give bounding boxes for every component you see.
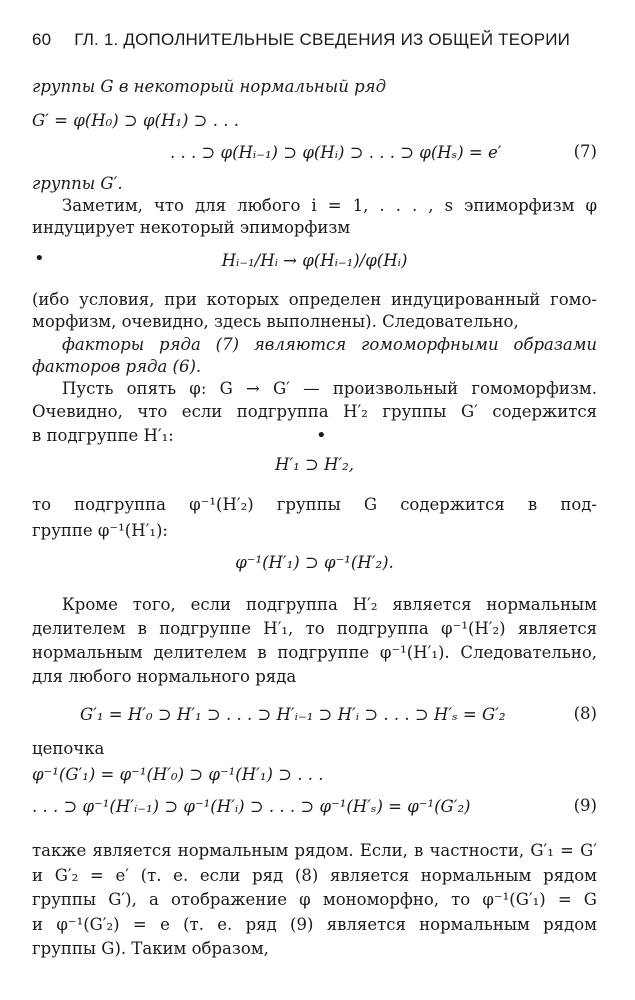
text-line: Пусть опять φ: G → G′ — произвольный гомоморфизм. <box>62 379 597 398</box>
formula-7-line-1: G′ = φ(H₀) ⊃ φ(H₁) ⊃ . . . <box>32 111 239 130</box>
formula-7-line-2: . . . ⊃ φ(Hᵢ₋₁) ⊃ φ(Hᵢ) ⊃ . . . ⊃ φ(Hₛ) = e′ <box>170 143 502 162</box>
text-line: в подгруппе H′₁: <box>32 426 174 445</box>
equation-number-8: (8) <box>573 704 597 723</box>
running-header <box>32 30 612 50</box>
formula-inclusion: H′₁ ⊃ H′₂, <box>274 455 355 474</box>
text-line: делителем в подгруппе H′₁, то подгруппа φ⁻¹(H′₂) является <box>32 619 597 638</box>
text-line: группы G′), а отображение φ мономорфно, то φ⁻¹(G′₁) = G <box>32 890 597 909</box>
formula-8: G′₁ = H′₀ ⊃ H′₁ ⊃ . . . ⊃ H′ᵢ₋₁ ⊃ H′ᵢ ⊃ . . . ⊃ H′ₛ = G′₂ <box>80 705 506 724</box>
text-line: группы G в некоторый нормальный ряд <box>32 77 387 96</box>
running-title: ГЛ. 1. ДОПОЛНИТЕЛЬНЫЕ СВЕДЕНИЯ ИЗ ОБЩЕЙ ТЕОРИИ <box>74 30 571 49</box>
italic-statement: факторов ряда (6). <box>32 357 202 376</box>
text-line: нормальным делителем в подгруппе φ⁻¹(H′₁). Следовательно, <box>32 643 597 662</box>
italic-statement: факторы ряда (7) являются гомоморфными образами <box>62 335 597 354</box>
text-line: группе φ⁻¹(H′₁): <box>32 521 168 540</box>
text-line: также является нормальным рядом. Если, в частности, G′₁ = G′ <box>32 841 597 860</box>
equation-number-7: (7) <box>573 142 597 161</box>
formula-9-line-2: . . . ⊃ φ⁻¹(H′ᵢ₋₁) ⊃ φ⁻¹(H′ᵢ) ⊃ . . . ⊃ φ⁻¹(H′ₛ) = φ⁻¹(G′₂) <box>32 797 471 816</box>
text-line: и G′₂ = e′ (т. е. если ряд (8) является нормальным рядом <box>32 866 597 885</box>
page-number: 60 <box>32 30 52 49</box>
formula-9-line-1: φ⁻¹(G′₁) = φ⁻¹(H′₀) ⊃ φ⁻¹(H′₁) ⊃ . . . <box>32 765 324 784</box>
text-line: для любого нормального ряда <box>32 667 297 686</box>
stray-mark: • <box>34 248 45 269</box>
text-line: Очевидно, что если подгруппа H′₂ группы G′ содержится <box>32 402 597 421</box>
text-line: группы G). Таким образом, <box>32 939 269 958</box>
text-line: Кроме того, если подгруппа H′₂ является нормальным <box>62 595 597 614</box>
equation-number-9: (9) <box>573 796 597 815</box>
text-line: и φ⁻¹(G′₂) = e (т. е. ряд (9) является нормальным рядом <box>32 915 597 934</box>
text-line: цепочка <box>32 739 105 758</box>
formula-preimage-inclusion: φ⁻¹(H′₁) ⊃ φ⁻¹(H′₂). <box>235 553 394 572</box>
text-line: группы G′. <box>32 174 123 193</box>
stray-mark: • <box>316 425 327 446</box>
text-line: то подгруппа φ⁻¹(H′₂) группы G содержится в под- <box>32 495 597 514</box>
text-line: (ибо условия, при которых определен индуцированный гомо- <box>32 290 597 309</box>
text-line: морфизм, очевидно, здесь выполнены). Следовательно, <box>32 312 519 331</box>
text-line: Заметим, что для любого i = 1, . . . , s эпиморфизм φ <box>62 196 597 215</box>
formula-epimorphism: Hᵢ₋₁/Hᵢ → φ(Hᵢ₋₁)/φ(Hᵢ) <box>221 251 408 270</box>
text-line: индуцирует некоторый эпиморфизм <box>32 218 351 237</box>
